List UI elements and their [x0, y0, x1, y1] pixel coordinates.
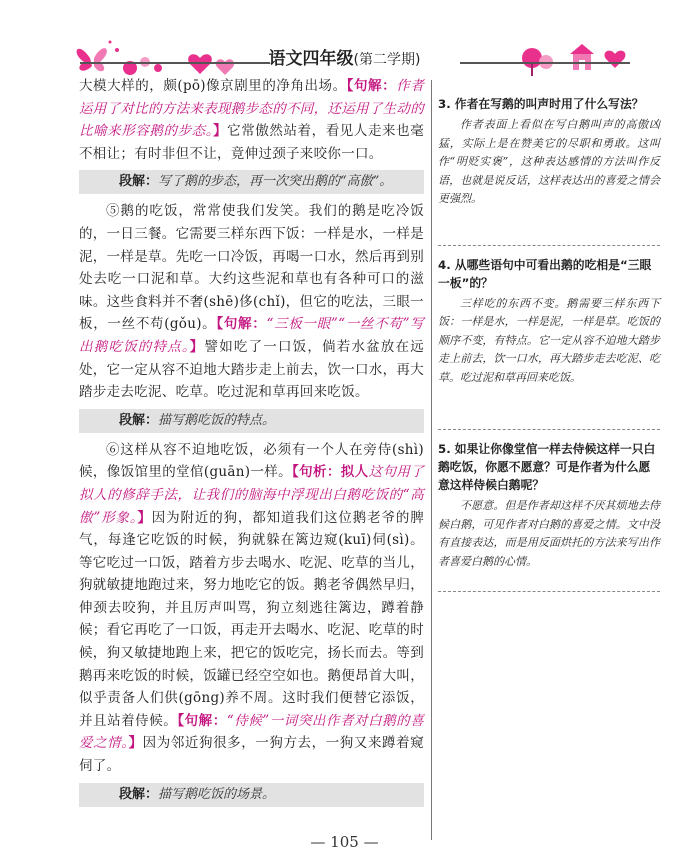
book-title: 语文四年级: [268, 49, 354, 69]
answer-5: 不愿意。但是作者却这样不厌其烦地去侍候白鹅，可见作者对白鹅的喜爱之情。文中没有直接表达，而是用反面烘托的方法来写出作者喜爱白鹅的心情。: [438, 499, 660, 568]
annotation-text: “三板一眼”“一丝不苟”写出鹅吃饭的特点。: [79, 316, 424, 355]
main-text-column: [79, 75, 424, 813]
paragraph-summary: [79, 170, 424, 194]
annotation-bracket: 】: [189, 338, 205, 355]
annotation-text: 这句用了拟人的修辞手法，让我们的脑海中浮现出白鹅吃饭的“高傲”形象。: [79, 464, 424, 526]
summary-text: 写了鹅的步态，再一次突出鹅的“高傲”。: [158, 174, 393, 190]
summary-label: 段解：: [119, 174, 159, 190]
paragraph-6: [79, 439, 424, 778]
annotation-label: 【句解：: [346, 78, 397, 94]
divider: [438, 591, 660, 592]
annotation-label: 【句解：: [216, 316, 267, 333]
annotation-bracket: 】: [137, 509, 152, 526]
divider: [438, 245, 660, 246]
question-5: 5. 如果让你像堂倌一样去侍候这样一只白鹅吃饭，你愿不愿意？可是作者为什么愿意这样侍候白鹅呢？: [438, 442, 656, 492]
annotation-label: 【句析：: [292, 464, 341, 481]
text: 因为附近的狗，都知道我们这位鹅老爷的脾气，每逢它吃饭的时候，狗就躲在篱边窥(kuī)伺(sì)。等它吃过一口饭，踏着方步去喝水、吃泥、吃草的当儿，狗就敏捷地跑过来，努力地吃它的饭。鹅老爷偶然早归，伸颈去咬狗，并且厉声叫骂，狗立刻逃往篱边，蹲着静候；看它再吃了一口饭，再走开去喝水、吃泥、吃草的时候，狗又敏捷地跑上来，把它的饭吃完，扬长而去。等到鹅再来吃饭的时候，饭罐已经空空如也。鹅便昂首大叫，似乎责备人们供(gōng)养不周。这时我们便替它添饭，并且站着侍候。: [79, 509, 424, 729]
text: 因为邻近狗很多，一狗方去，一狗又来蹲着窥伺了。: [79, 735, 425, 775]
text: 譬如吃了一口饭，倘若水盆放在远处，它一定从容不迫地大踏步走上前去，饮一口水，再大踏步走去吃泥、吃草。吃过泥和草再回来吃饭。: [79, 338, 424, 401]
page-title: [0, 44, 689, 69]
page-number: — 105 —: [310, 833, 379, 851]
answer-4: 三样吃的东西不变。鹅需要三样东西下饭：一样是水，一样是泥，一样是草。吃饭的顺序不变，有特点。它一定从容不迫地大踏步走上前去，饮一口水，再大踏步走去吃泥、吃草。吃过泥和草再回来吃饭。: [438, 296, 660, 384]
text: ⑥这样从容不迫地吃饭，必须有一个人在旁侍(shì)候，像饭馆里的堂倌(guān)一样。: [79, 441, 424, 481]
summary-label: 段解：: [119, 786, 159, 802]
annotation-label: 【句解：: [177, 712, 227, 729]
question-column: [438, 95, 660, 602]
paragraph-summary: [79, 783, 424, 807]
annotation-keyword: 拟人: [340, 464, 369, 481]
column-divider: [431, 80, 432, 840]
annotation-bracket: 】: [213, 123, 228, 140]
page-header: [0, 0, 689, 78]
answer-3: 作者表面上看似在写白鹅叫声的高傲凶猛，实际上是在赞美它的尽职和勇敢。这叫作“明贬实褒”，这种表达感情的方法叫作反语，也就是说反话，这样表达出的喜爱之情会更强烈。: [438, 118, 660, 205]
paragraph-5: [79, 200, 424, 403]
question-4: 4. 从哪些语句中可看出鹅的吃相是“三眼一板”的？: [438, 257, 652, 290]
annotation-text: 作者运用了对比的方法来表现鹅步态的不同，还运用了生动的比喻来形容鹅的步态。: [79, 78, 424, 140]
summary-text: 描写鹅吃饭的特点。: [158, 412, 276, 428]
question-3: 3. 作者在写鹅的叫声时用了什么写法？: [438, 97, 644, 111]
text: 大模大样的，颇(pō)像京剧里的净角出场。: [79, 78, 347, 94]
summary-text: 描写鹅吃饭的场景。: [158, 786, 276, 802]
summary-label: 段解：: [119, 412, 159, 428]
paragraph-summary: [79, 409, 424, 433]
paragraph-4-end: [79, 75, 424, 165]
book-subtitle: (第二学期): [353, 52, 421, 68]
annotation-bracket: 】: [128, 735, 143, 752]
text: 它常傲然站着，看见人走来也毫不相让；有时非但不让，竟伸过颈子来咬你一口。: [79, 123, 425, 162]
divider: [438, 429, 660, 430]
text: ⑤鹅的吃饭，常常使我们发笑。我们的鹅是吃冷饭的，一日三餐。它需要三样东西下饭：一样是水，一样是泥，一样是草。先吃一口冷饭，再喝一口水，然后再到别处去吃一口泥和草。大约这些泥和草也有各种可口的滋味。这些食料并不奢(shē)侈(chǐ)，但它的吃法，三眼一板，一丝不苟(gǒu)。: [79, 203, 424, 333]
annotation-text: “侍候”一词突出作者对白鹅的喜爱之情。: [79, 712, 424, 752]
